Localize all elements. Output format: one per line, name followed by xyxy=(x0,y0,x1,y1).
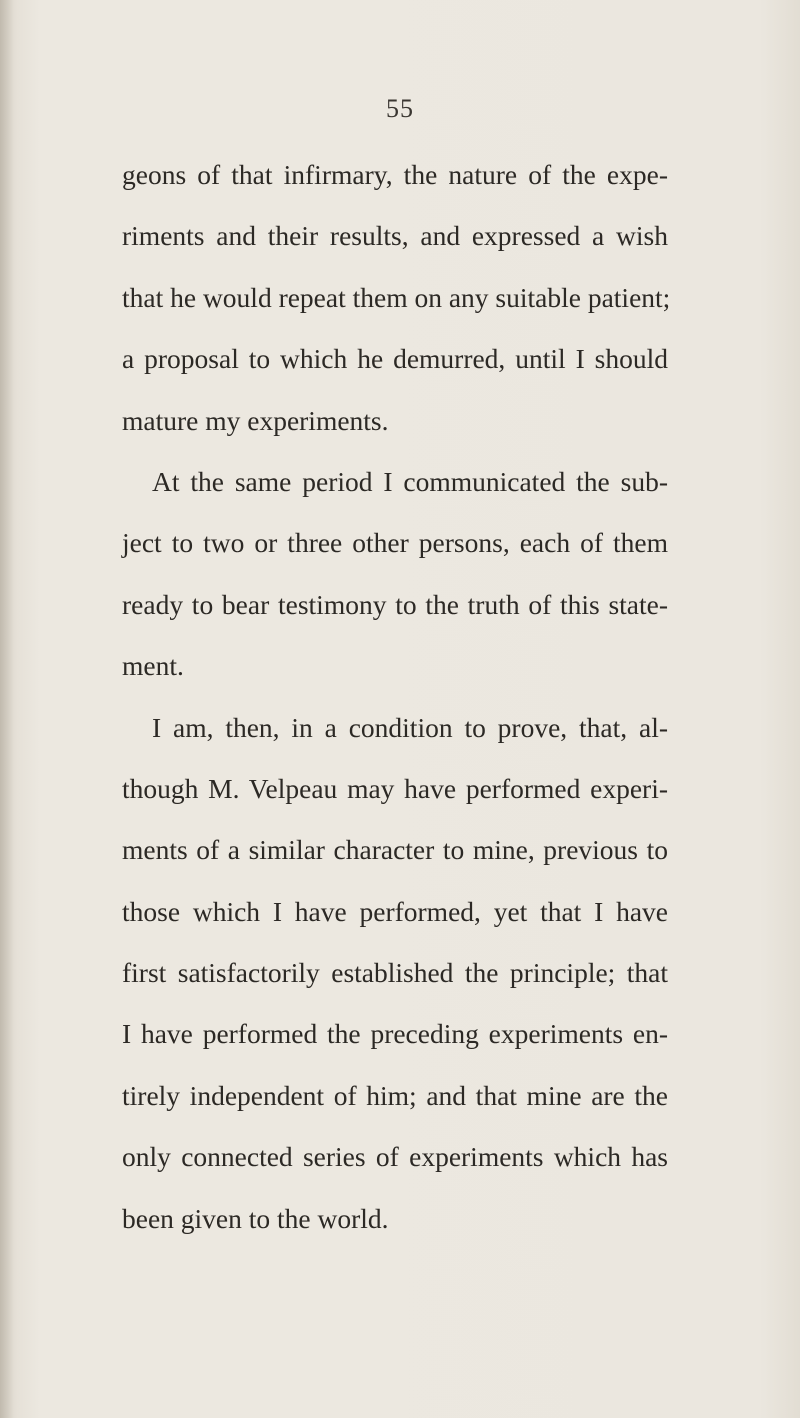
text-line: been given to the world. xyxy=(122,1202,389,1234)
text-line: ready to bear testimony to the truth of this state- xyxy=(122,588,668,620)
text-line: geons of that infirmary, the nature of the expe- xyxy=(122,159,668,190)
text-line: I have performed the preceding experiments en- xyxy=(122,1018,668,1050)
binding-shadow xyxy=(0,0,14,1418)
text-line: mature my experiments. xyxy=(122,404,389,436)
text-line: ment. xyxy=(122,650,184,682)
text-line: tirely independent of him; and that mine are the xyxy=(122,1079,668,1111)
body-text xyxy=(122,144,671,1249)
text-line: ments of a similar character to mine, previous to xyxy=(122,834,668,866)
text-line: riments and their results, and expressed a wish xyxy=(122,220,668,252)
text-line: first satisfactorily established the principle; that xyxy=(122,957,668,989)
text-line: though M. Velpeau may have performed experi- xyxy=(122,772,668,804)
text-line: At the same period I communicated the sub- xyxy=(152,465,668,497)
text-line: those which I have performed, yet that I have xyxy=(122,895,668,927)
page-number: 55 xyxy=(386,94,414,123)
text-line: that he would repeat them on any suitable patient; xyxy=(122,281,671,313)
text-line: only connected series of experiments which has xyxy=(122,1141,668,1173)
text-line: a proposal to which he demurred, until I should xyxy=(122,343,668,375)
text-line: I am, then, in a condition to prove, that, al- xyxy=(152,711,668,743)
text-line: ject to two or three other persons, each of them xyxy=(122,527,668,559)
